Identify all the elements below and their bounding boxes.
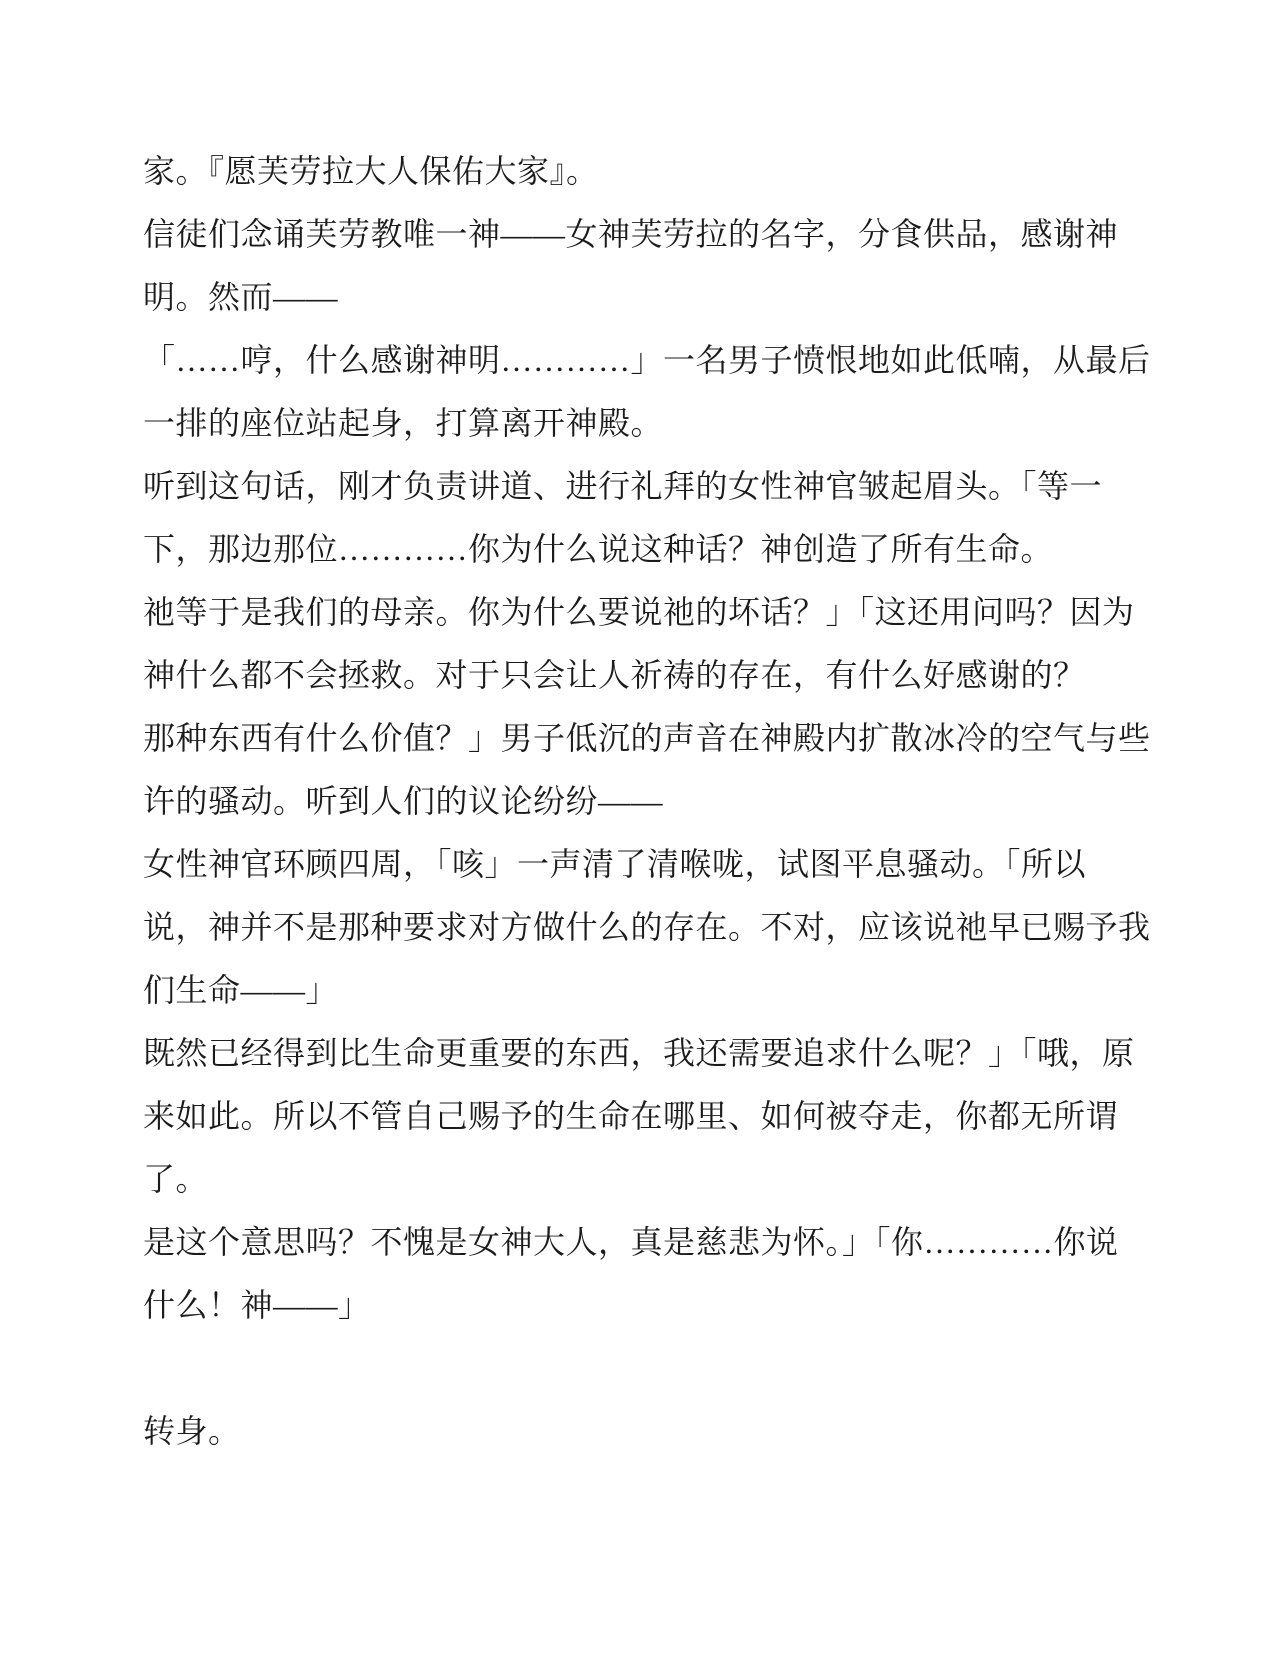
text-line: 那种东西有什么价值？」男子低沉的声音在神殿内扩散冰冷的空气与些 — [143, 720, 1151, 756]
text-line: 下，那边那位…………你为什么说这种话？神创造了所有生命。 — [143, 531, 1054, 567]
text-line: 既然已经得到比生命更重要的东西，我还需要追求什么呢？」「哦，原 — [143, 1035, 1135, 1071]
text-line — [143, 1337, 1103, 1400]
text-line: 许的骚动。听到人们的议论纷纷—— — [143, 783, 664, 819]
text-line: 女性神官环顾四周，「咳」一声清了清喉咙，试图平息骚动。「所以 — [143, 846, 1087, 882]
text-line: 信徒们念诵芙劳教唯一神——女神芙劳拉的名字，分食供品，感谢神 — [143, 216, 1119, 252]
text-line: 说，神并不是那种要求对方做什么的存在。不对，应该说祂早已赐予我 — [143, 909, 1151, 945]
body-text — [143, 140, 1151, 1463]
text-line: 家。『愿芙劳拉大人保佑大家』。 — [143, 153, 599, 189]
text-line: 明。然而—— — [143, 279, 339, 315]
text-line: 们生命——」 — [143, 972, 339, 1008]
text-line: 是这个意思吗？不愧是女神大人，真是慈悲为怀。」「你…………你说 — [143, 1224, 1119, 1260]
text-line: 祂等于是我们的母亲。你为什么要说祂的坏话？」「这还用问吗？因为 — [143, 594, 1135, 630]
text-line: 一排的座位站起身，打算离开神殿。 — [143, 405, 664, 441]
text-line: 什么！神——」 — [143, 1287, 371, 1323]
text-line: 「……哼，什么感谢神明…………」一名男子愤恨地如此低喃，从最后 — [143, 342, 1151, 378]
text-line: 神什么都不会拯救。对于只会让人祈祷的存在，有什么好感谢的？ — [143, 657, 1086, 693]
text-line: 听到这句话，刚才负责讲道、进行礼拜的女性神官皱起眉头。「等一 — [143, 468, 1103, 504]
text-line: 转身。 — [143, 1413, 241, 1449]
text-line: 了。 — [143, 1161, 209, 1197]
text-line: 来如此。所以不管自己赐予的生命在哪里、如何被夺走，你都无所谓 — [143, 1098, 1119, 1134]
